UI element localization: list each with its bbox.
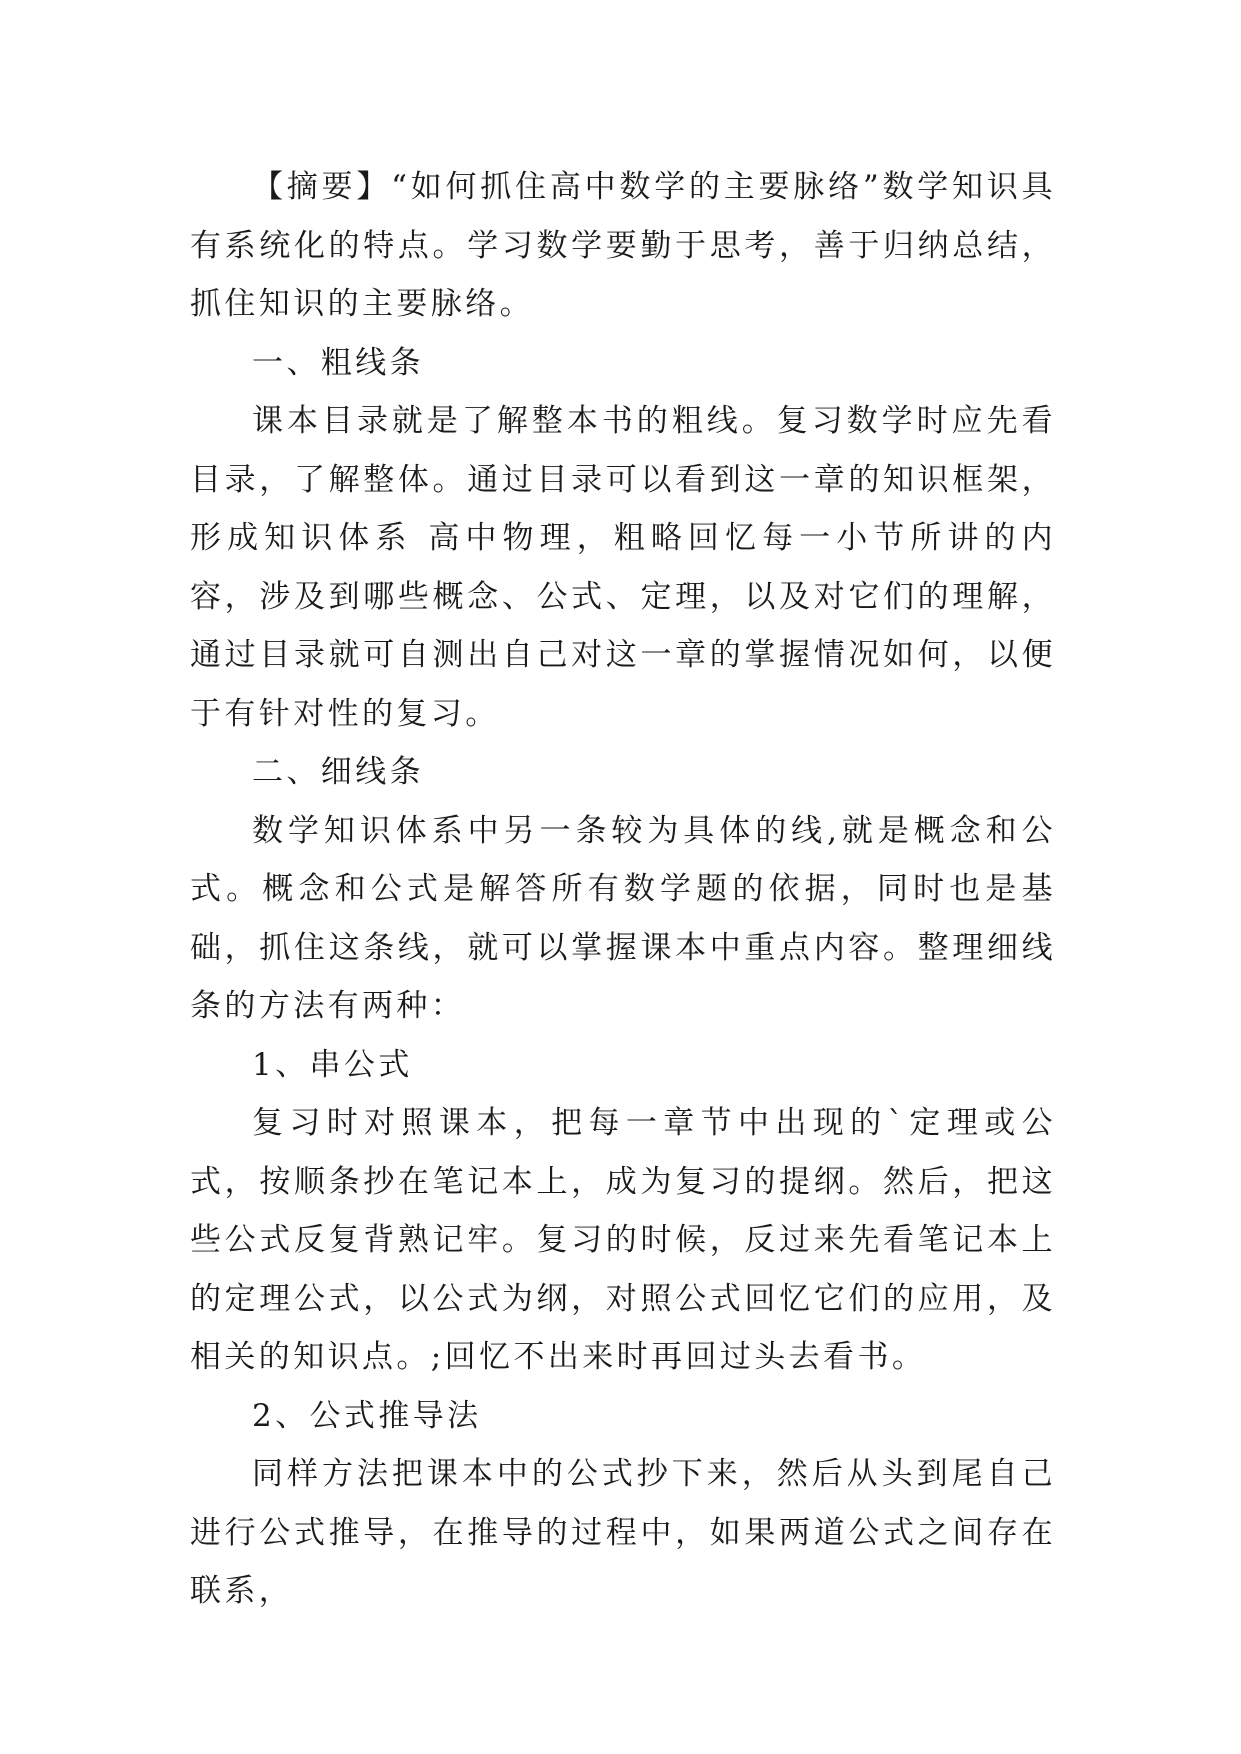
document-page: [190, 158, 1056, 1621]
method-body-formula-derivation: 同样方法把课本中的公式抄下来，然后从头到尾自己进行公式推导，在推导的过程中，如果两道公式之间存在联系，: [190, 1456, 1056, 1609]
method-heading-string-formulas: 1、串公式: [252, 1046, 413, 1083]
section-heading-coarse-lines: 一、粗线条: [252, 344, 424, 381]
abstract-paragraph: 【摘要】“如何抓住高中数学的主要脉络”数学知识具有系统化的特点。学习数学要勤于思考，善于归纳总结，抓住知识的主要脉络。: [190, 169, 1056, 322]
method-body-string-formulas: 复习时对照课本，把每一章节中出现的`定理或公式，按顺条抄在笔记本上，成为复习的提纲。然后，把这些公式反复背熟记牢。复习的时候，反过来先看笔记本上的定理公式，以公式为纲，对照公式回忆它们的应用，及相关的知识点。;回忆不出来时再回过头去看书。: [190, 1105, 1056, 1375]
section-body-coarse-lines: 课本目录就是了解整本书的粗线。复习数学时应先看目录，了解整体。通过目录可以看到这一章的知识框架，形成知识体系 高中物理，粗略回忆每一小节所讲的内容，涉及到哪些概念、公式、定理，以及对它们的理解，通过目录就可自测出自己对这一章的掌握情况如何，以便于有针对性的复习。: [190, 403, 1056, 732]
method-heading-formula-derivation: 2、公式推导法: [252, 1397, 482, 1434]
section-heading-fine-lines: 二、细线条: [252, 754, 424, 790]
section-body-fine-lines: 数学知识体系中另一条较为具体的线,就是概念和公式。概念和公式是解答所有数学题的依据，同时也是基础，抓住这条线，就可以掌握课本中重点内容。整理细线条的方法有两种：: [190, 812, 1056, 1024]
